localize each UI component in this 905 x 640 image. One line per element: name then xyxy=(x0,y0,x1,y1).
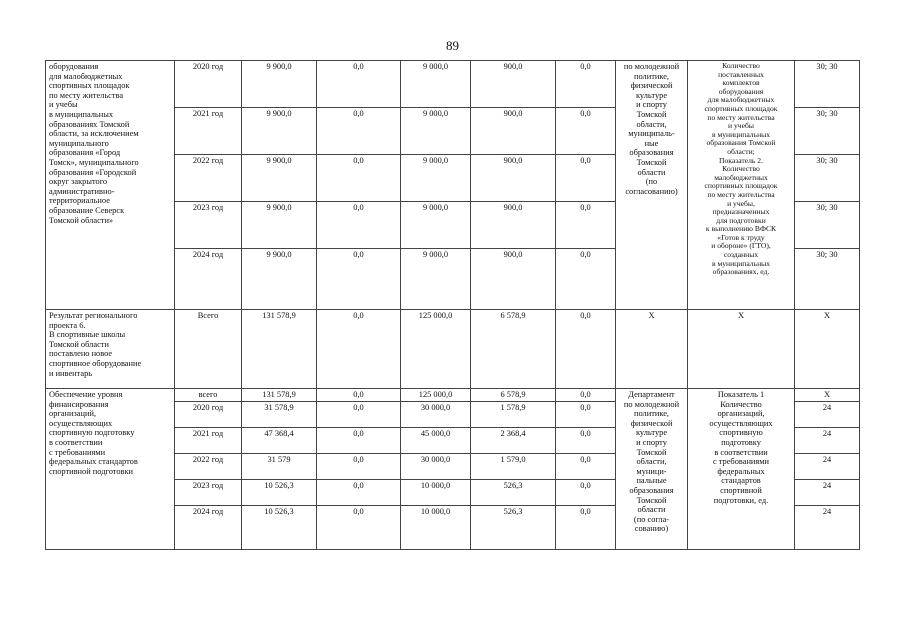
federal-cell: 0,0 xyxy=(317,202,401,249)
year-cell: 2021 год xyxy=(175,108,242,155)
federal-cell: 0,0 xyxy=(317,480,401,506)
indicator-value-cell: 24 xyxy=(795,454,860,480)
municipal-cell: 900,0 xyxy=(471,202,556,249)
year-cell: 2024 год xyxy=(175,506,242,550)
year-cell: всего xyxy=(175,389,242,402)
indicator-value-cell: 30; 30 xyxy=(795,61,860,108)
executor-cell: Департамент по молодежной политике, физической культуре и спорту Томской области, муници- пальные образования Томской области (по согла- сованию) xyxy=(616,389,688,550)
federal-cell: 0,0 xyxy=(317,61,401,108)
total-cell: 9 900,0 xyxy=(242,202,317,249)
regional-cell: 9 000,0 xyxy=(401,61,471,108)
municipal-cell: 526,3 xyxy=(471,506,556,550)
indicator-value-cell: 24 xyxy=(795,506,860,550)
table-row xyxy=(46,61,860,108)
federal-cell: 0,0 xyxy=(317,506,401,550)
total-cell: 47 368,4 xyxy=(242,428,317,454)
page-number: 89 xyxy=(446,38,459,53)
federal-cell: 0,0 xyxy=(317,428,401,454)
indicator-value-cell: 30; 30 xyxy=(795,202,860,249)
result-name-cell: Результат регионального проекта 6. В спортивные школы Томской области поставлено новое спортивное оборудование и инвентарь xyxy=(46,310,175,389)
municipal-cell: 6 578,9 xyxy=(471,389,556,402)
total-cell: 131 578,9 xyxy=(242,389,317,402)
year-cell: Всего xyxy=(175,310,242,389)
federal-cell: 0,0 xyxy=(317,402,401,428)
indicator-value-cell: 24 xyxy=(795,428,860,454)
municipal-cell: 1 578,9 xyxy=(471,402,556,428)
activities-table xyxy=(45,60,860,550)
municipal-cell: 900,0 xyxy=(471,61,556,108)
other-cell: 0,0 xyxy=(556,249,616,310)
table-row xyxy=(46,310,860,389)
total-cell: 9 900,0 xyxy=(242,249,317,310)
regional-cell: 30 000,0 xyxy=(401,402,471,428)
total-cell: 31 579 xyxy=(242,454,317,480)
indicator-value-cell: 30; 30 xyxy=(795,155,860,202)
other-cell: 0,0 xyxy=(556,155,616,202)
other-cell: 0,0 xyxy=(556,480,616,506)
total-cell: 10 526,3 xyxy=(242,480,317,506)
regional-cell: 9 000,0 xyxy=(401,155,471,202)
indicator-cell: Показатель 1 Количество организаций, осуществляющих спортивную подготовку в соответствии с требованиями федеральных стандартов спортивной подготовки, ед. xyxy=(688,389,795,550)
other-cell: 0,0 xyxy=(556,428,616,454)
regional-cell: 125 000,0 xyxy=(401,310,471,389)
municipal-cell: 2 368,4 xyxy=(471,428,556,454)
indicator-cell: Количество поставленных комплектов оборудования для малобюджетных спортивных площадок по месту жительства и учебы в муниципальных образования Томской области; Показатель 2. Количество малобюджетных спортивных площадок по месту жительства и учебы, предназначенных для подготовки к выполнению ВФСК «Готов к труду и обороне» (ГТО), созданных в муниципальных образованиях, ед. xyxy=(688,61,795,310)
municipal-cell: 900,0 xyxy=(471,108,556,155)
total-cell: 9 900,0 xyxy=(242,61,317,108)
federal-cell: 0,0 xyxy=(317,310,401,389)
indicator-value-cell: Х xyxy=(795,310,860,389)
year-cell: 2021 год xyxy=(175,428,242,454)
regional-cell: 125 000,0 xyxy=(401,389,471,402)
other-cell: 0,0 xyxy=(556,310,616,389)
federal-cell: 0,0 xyxy=(317,249,401,310)
year-cell: 2022 год xyxy=(175,454,242,480)
year-cell: 2022 год xyxy=(175,155,242,202)
other-cell: 0,0 xyxy=(556,202,616,249)
indicator-value-cell: 30; 30 xyxy=(795,108,860,155)
total-cell: 31 578,9 xyxy=(242,402,317,428)
regional-cell: 9 000,0 xyxy=(401,202,471,249)
year-cell: 2023 год xyxy=(175,480,242,506)
municipal-cell: 526,3 xyxy=(471,480,556,506)
other-cell: 0,0 xyxy=(556,506,616,550)
indicator-value-cell: 30; 30 xyxy=(795,249,860,310)
activity-name-cell: оборудования для малобюджетных спортивных площадок по месту жительства и учебы в муниципальных образованиях Томской области, за исключением муниципального образования «Город Томск», муниципального образования «Городской округ закрытого административно- территориальное образование Северск Томской области» xyxy=(46,61,175,310)
regional-cell: 9 000,0 xyxy=(401,249,471,310)
year-cell: 2020 год xyxy=(175,402,242,428)
indicator-value-cell: 24 xyxy=(795,402,860,428)
other-cell: 0,0 xyxy=(556,389,616,402)
total-cell: 9 900,0 xyxy=(242,155,317,202)
municipal-cell: 1 579,0 xyxy=(471,454,556,480)
year-cell: 2023 год xyxy=(175,202,242,249)
indicator-cell: Х xyxy=(688,310,795,389)
regional-cell: 10 000,0 xyxy=(401,506,471,550)
other-cell: 0,0 xyxy=(556,454,616,480)
regional-cell: 45 000,0 xyxy=(401,428,471,454)
regional-cell: 10 000,0 xyxy=(401,480,471,506)
federal-cell: 0,0 xyxy=(317,155,401,202)
federal-cell: 0,0 xyxy=(317,454,401,480)
federal-cell: 0,0 xyxy=(317,389,401,402)
table-row xyxy=(46,389,860,402)
municipal-cell: 900,0 xyxy=(471,249,556,310)
year-cell: 2020 год xyxy=(175,61,242,108)
other-cell: 0,0 xyxy=(556,61,616,108)
other-cell: 0,0 xyxy=(556,108,616,155)
regional-cell: 30 000,0 xyxy=(401,454,471,480)
regional-cell: 9 000,0 xyxy=(401,108,471,155)
activity-name-cell: Обеспечение уровня финансирования организаций, осуществляющих спортивную подготовку в соответствии с требованиями федеральных стандартов спортивной подготовки xyxy=(46,389,175,550)
indicator-value-cell: Х xyxy=(795,389,860,402)
year-cell: 2024 год xyxy=(175,249,242,310)
federal-cell: 0,0 xyxy=(317,108,401,155)
total-cell: 10 526,3 xyxy=(242,506,317,550)
total-cell: 131 578,9 xyxy=(242,310,317,389)
indicator-value-cell: 24 xyxy=(795,480,860,506)
municipal-cell: 900,0 xyxy=(471,155,556,202)
other-cell: 0,0 xyxy=(556,402,616,428)
municipal-cell: 6 578,9 xyxy=(471,310,556,389)
total-cell: 9 900,0 xyxy=(242,108,317,155)
executor-cell: Х xyxy=(616,310,688,389)
executor-cell: по молодежной политике, физической культуре и спорту Томской области, муниципаль- ные образования Томской области (по согласованию) xyxy=(616,61,688,310)
